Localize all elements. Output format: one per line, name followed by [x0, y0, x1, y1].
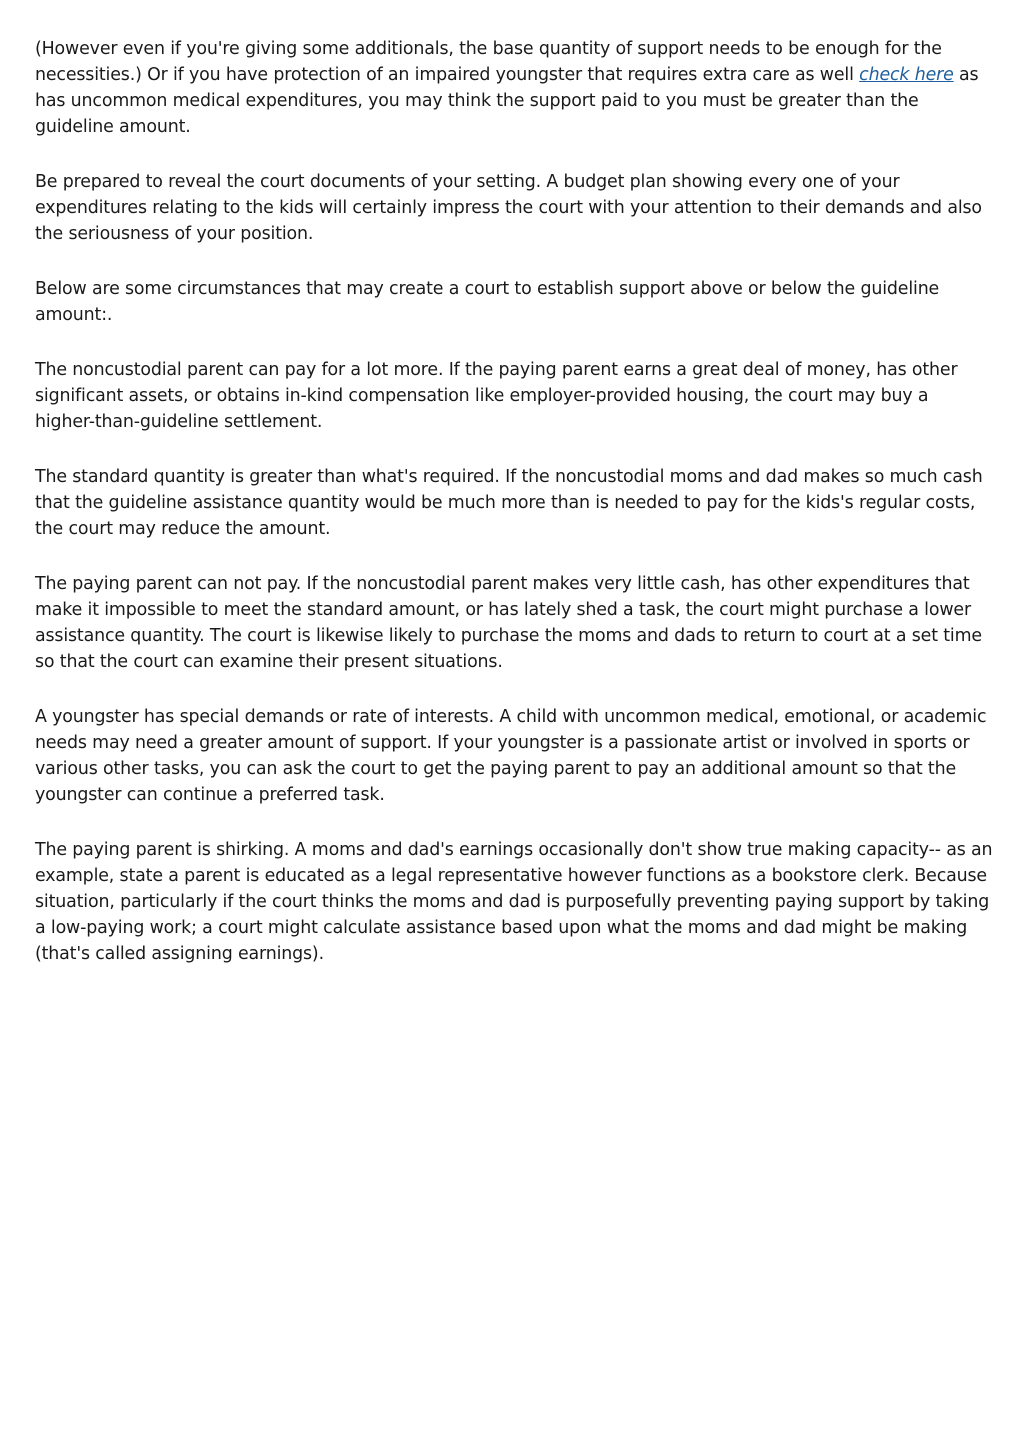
paragraph-1-text-before: (However even if you're giving some additionals, the base quantity of support needs to be enough for the necessities.) Or if you have protection of an impaired youngster that requires extra care as well [35, 39, 942, 85]
paragraph-1 [35, 36, 993, 140]
paragraph-2: Be prepared to reveal the court documents of your setting. A budget plan showing every one of your expenditures relating to the kids will certainly impress the court with your attention to their demands and also the seriousness of your position. [35, 172, 982, 244]
document-body [35, 36, 993, 996]
paragraph-5: The standard quantity is greater than what's required. If the noncustodial moms and dad makes so much cash that the guideline assistance quantity would be much more than is needed to pay for the kids's regular costs, the court may reduce the amount. [35, 467, 983, 539]
check-here-link[interactable]: check here [859, 65, 954, 85]
paragraph-8: The paying parent is shirking. A moms and dad's earnings occasionally don't show true making capacity-- as an example, state a parent is educated as a legal representative however functions as a bookstore clerk. Because situation, particularly if the court thinks the moms and dad is purposefully preventing paying support by taking a low-paying work; a court might calculate assistance based upon what the moms and dad might be making (that's called assigning earnings). [35, 840, 993, 964]
paragraph-7: A youngster has special demands or rate of interests. A child with uncommon medical, emotional, or academic needs may need a greater amount of support. If your youngster is a passionate artist or involved in sports or various other tasks, you can ask the court to get the paying parent to pay an additional amount so that the youngster can continue a preferred task. [35, 707, 987, 805]
paragraph-4: The noncustodial parent can pay for a lot more. If the paying parent earns a great deal of money, has other significant assets, or obtains in-kind compensation like employer-provided housing, the court may buy a higher-than-guideline settlement. [35, 360, 958, 432]
paragraph-3: Below are some circumstances that may create a court to establish support above or below the guideline amount:. [35, 279, 940, 325]
paragraph-6: The paying parent can not pay. If the noncustodial parent makes very little cash, has other expenditures that make it impossible to meet the standard amount, or has lately shed a task, the court might purchase a lower assistance quantity. The court is likewise likely to purchase the moms and dads to return to court at a set time so that the court can examine their present situations. [35, 574, 982, 672]
paragraph-1-text-after: as has uncommon medical expenditures, you may think the support paid to you must be greater than the guideline amount. [35, 65, 979, 137]
